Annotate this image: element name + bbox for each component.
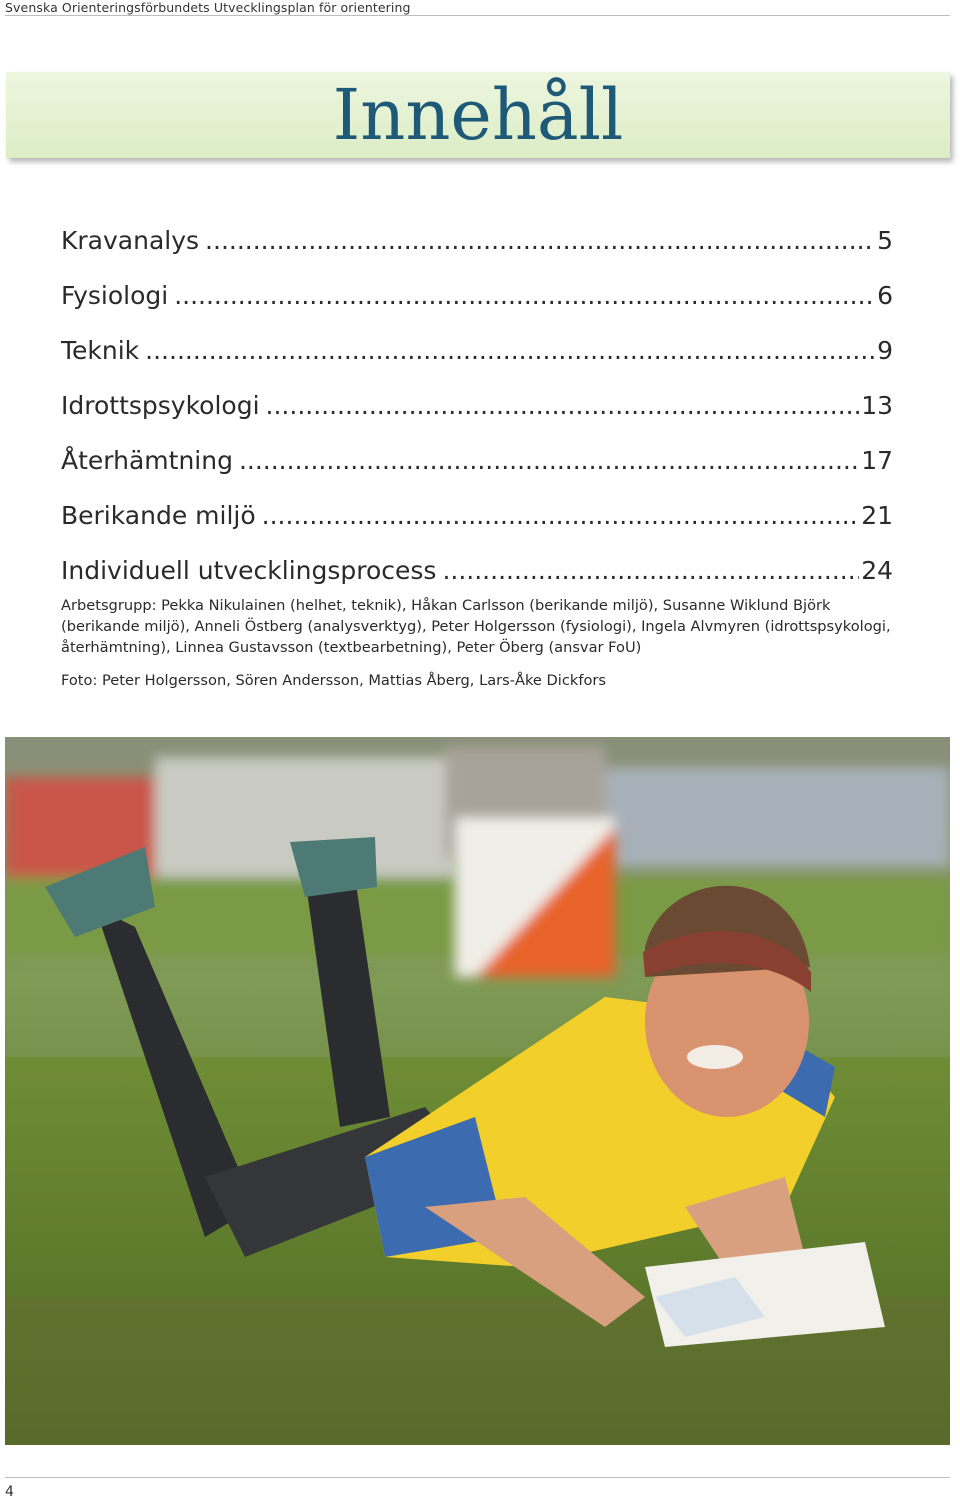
toc-entry-title: Individuell utvecklingsprocess [61, 556, 437, 585]
credits [61, 595, 901, 691]
toc-entry[interactable] [61, 255, 893, 310]
toc-entry[interactable] [61, 310, 893, 365]
toc-entry-page: 17 [861, 446, 893, 475]
toc-entry-title: Teknik [61, 336, 140, 365]
photo-credits: Foto: Peter Holgersson, Sören Andersson, Mattias Åberg, Lars-Åke Dickfors [61, 672, 606, 689]
page-title: Innehåll [332, 74, 624, 156]
toc-entry[interactable] [61, 530, 893, 585]
page-number: 4 [5, 1484, 14, 1500]
toc-entry-title: Fysiologi [61, 281, 169, 310]
toc-entry[interactable] [61, 475, 893, 530]
toc-entry[interactable] [61, 200, 893, 255]
toc-leader [145, 336, 875, 365]
running-header: Svenska Orienteringsförbundets Utvecklingsplan för orientering [5, 0, 411, 15]
toc-entry-page: 24 [861, 556, 893, 585]
toc-entry-page: 5 [877, 226, 893, 255]
toc-entry-title: Återhämtning [61, 446, 233, 475]
toc-entry-page: 21 [861, 501, 893, 530]
toc-entry[interactable] [61, 420, 893, 475]
toc-entry-title: Berikande miljö [61, 501, 256, 530]
title-band [6, 72, 950, 158]
table-of-contents [61, 200, 893, 585]
working-group-credits: Arbetsgrupp: Pekka Nikulainen (helhet, teknik), Håkan Carlsson (berikande miljö), Susanne Wiklund Björk (berikande miljö), Anneli Östberg (analysverktyg), Peter Holgersson (fysiologi), Ingela Alvmyren (idrottspsykologi, återhämtning), Linnea Gustavsson (textbearbetning), Peter Öberg (ansvar FoU) [61, 597, 891, 656]
toc-entry-page: 9 [877, 336, 893, 365]
footer-rule [5, 1477, 950, 1478]
toc-entry-title: Kravanalys [61, 226, 200, 255]
toc-entry-page: 13 [861, 391, 893, 420]
header-rule [5, 15, 950, 16]
orienteering-photo [5, 737, 950, 1445]
toc-leader [174, 281, 875, 310]
toc-leader [442, 556, 859, 585]
runner-head [643, 886, 811, 1117]
photo-illustration [5, 737, 950, 1445]
toc-leader [205, 226, 875, 255]
control-flag [455, 817, 615, 977]
toc-entry[interactable] [61, 365, 893, 420]
toc-leader [262, 501, 860, 530]
toc-leader [239, 446, 859, 475]
toc-entry-page: 6 [877, 281, 893, 310]
toc-leader [266, 391, 860, 420]
toc-entry-title: Idrottspsykologi [61, 391, 260, 420]
